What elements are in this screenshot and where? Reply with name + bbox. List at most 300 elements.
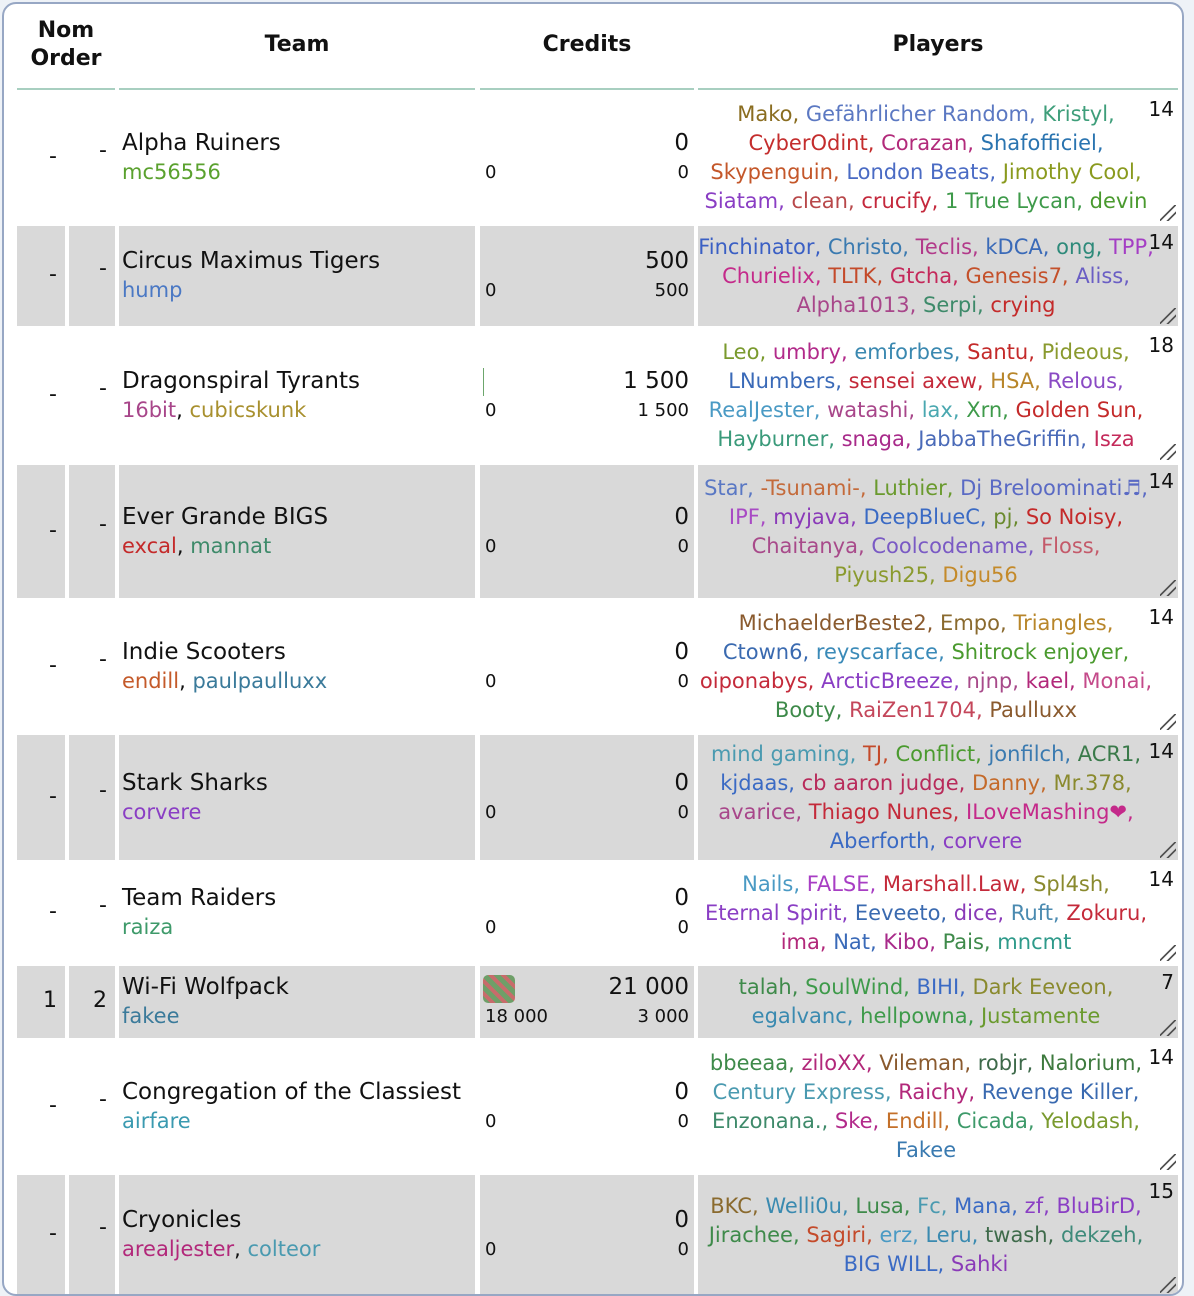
credits-total: 0 <box>674 1078 689 1105</box>
player-name[interactable]: watashi, <box>827 398 916 422</box>
resize-handle-icon[interactable] <box>1160 1277 1176 1293</box>
player-count: 14 <box>1148 469 1174 493</box>
player-name[interactable]: mind gaming, <box>710 742 857 766</box>
player-name[interactable]: reyscarface, <box>815 640 945 664</box>
cell-ord <box>69 601 115 732</box>
header-team-label: Team <box>264 32 330 57</box>
player-name[interactable]: BIG WILL, <box>843 1252 945 1276</box>
player-count: 14 <box>1148 739 1174 763</box>
resize-handle-icon[interactable] <box>1160 205 1176 221</box>
team-managers <box>122 278 182 302</box>
nom-value: - <box>49 262 57 287</box>
player-name[interactable]: robjr, <box>977 1051 1034 1075</box>
credits-budget: 0 <box>485 917 497 938</box>
player-name[interactable]: umbry, <box>772 340 848 364</box>
header-team[interactable] <box>119 4 475 90</box>
manager-name[interactable]: raiza <box>122 915 174 939</box>
cell-team <box>119 601 475 732</box>
player-name[interactable]: Leru, <box>925 1223 979 1247</box>
player-name[interactable]: Vileman, <box>879 1051 972 1075</box>
player-name[interactable]: njnp, <box>966 669 1019 693</box>
player-name[interactable]: Ske, <box>834 1109 880 1133</box>
player-name[interactable]: Aberforth, <box>829 829 937 853</box>
credits-cost: 0 <box>677 670 689 692</box>
player-name[interactable]: Yelodash, <box>1041 1109 1140 1133</box>
player-name[interactable]: TLTK, <box>828 264 884 288</box>
cell-cred <box>480 1041 694 1172</box>
team-name[interactable]: Circus Maximus Tigers <box>122 248 381 274</box>
player-name[interactable]: MichaelderBeste2, <box>738 611 934 635</box>
player-name[interactable]: bbeeaa, <box>709 1051 795 1075</box>
player-name[interactable]: TPP, <box>1108 235 1154 259</box>
cell-play <box>698 329 1178 462</box>
player-name[interactable]: Conflict, <box>895 742 982 766</box>
team-name[interactable]: Cryonicles <box>122 1207 242 1233</box>
player-name[interactable]: ziloXX, <box>801 1051 873 1075</box>
manager-name[interactable]: corvere <box>122 799 202 824</box>
cell-ord <box>69 966 115 1038</box>
player-name[interactable]: corvere <box>942 829 1023 853</box>
order-value: - <box>99 646 107 672</box>
team-managers <box>122 800 201 824</box>
player-name[interactable]: SoulWind, <box>805 975 910 999</box>
player-name[interactable]: erz, <box>879 1223 919 1247</box>
team-managers: endill, paulpaulluxx <box>122 668 328 693</box>
player-list <box>698 973 1154 1031</box>
player-name[interactable]: Coolcodename, <box>871 534 1035 558</box>
cell-nom <box>17 1041 65 1172</box>
player-name[interactable]: Dj Breloominati♬, <box>960 476 1148 500</box>
player-name[interactable]: Chaitanya, <box>751 534 865 558</box>
player-name[interactable]: Sagiri, <box>806 1223 873 1247</box>
team-name[interactable]: Congregation of the Classiest <box>122 1078 462 1105</box>
player-name[interactable]: emforbes, <box>854 340 961 364</box>
credits-budget: 0 <box>485 399 497 421</box>
cell-nom <box>17 601 65 732</box>
player-list <box>698 233 1154 320</box>
player-name[interactable]: crucify, <box>861 189 939 213</box>
player-name[interactable]: cb aaron judge, <box>801 771 966 795</box>
cell-nom <box>17 93 65 223</box>
player-name[interactable]: kDCA, <box>985 235 1050 259</box>
player-name[interactable]: Nat, <box>833 930 877 954</box>
table-row <box>4 329 1182 462</box>
nom-value: - <box>49 783 57 809</box>
team-managers <box>122 160 221 184</box>
player-name[interactable]: Mana, <box>954 1194 1018 1218</box>
player-name[interactable]: Churielix, <box>722 264 822 288</box>
player-name[interactable]: talah, <box>738 975 799 999</box>
player-name[interactable]: pj, <box>993 505 1020 529</box>
nom-value: - <box>49 144 57 169</box>
manager-name[interactable]: fakee <box>122 1004 180 1028</box>
player-name[interactable]: Finchinator, <box>698 235 822 259</box>
credits-budget: 0 <box>485 670 497 692</box>
cell-ord <box>69 93 115 223</box>
credits-budget: 0 <box>485 535 497 557</box>
resize-handle-icon[interactable] <box>1160 842 1176 858</box>
player-name[interactable]: Enzonana., <box>712 1109 829 1133</box>
player-name[interactable]: Jimothy Cool, <box>1002 160 1142 184</box>
player-name[interactable]: devin <box>1089 189 1148 213</box>
player-name[interactable]: Raichy, <box>898 1080 975 1104</box>
nom-value: - <box>49 1221 57 1246</box>
player-list <box>698 474 1154 590</box>
player-name[interactable]: -Tsunami-, <box>760 476 867 500</box>
credits-budget: 0 <box>485 162 497 183</box>
player-name[interactable]: kael, <box>1025 669 1076 693</box>
cell-ord <box>69 1175 115 1295</box>
cell-nom <box>17 465 65 598</box>
manager-name[interactable]: colteor <box>247 1237 321 1261</box>
player-name[interactable]: Monai, <box>1082 669 1153 693</box>
cell-nom <box>17 226 65 326</box>
player-name[interactable]: Pideous, <box>1041 340 1130 364</box>
player-name[interactable]: JabbaTheGriffin, <box>918 427 1087 451</box>
player-name[interactable]: Ruft, <box>1010 901 1060 925</box>
player-list <box>698 1049 1154 1165</box>
resize-handle-icon[interactable] <box>1160 308 1176 324</box>
manager-name[interactable]: airfare <box>122 1108 191 1133</box>
player-name[interactable]: sensei axew, <box>848 369 984 393</box>
player-name[interactable]: Hayburner, <box>717 427 835 451</box>
team-name[interactable]: Ever Grande BIGS <box>122 503 329 530</box>
cell-ord <box>69 329 115 462</box>
player-name[interactable]: Cicada, <box>956 1109 1035 1133</box>
player-name[interactable]: myjava, <box>773 505 857 529</box>
team-name[interactable]: Stark Sharks <box>122 769 268 796</box>
player-name[interactable]: BKC, <box>710 1194 759 1218</box>
nom-value: - <box>49 899 57 924</box>
player-name[interactable]: Lusa, <box>855 1194 911 1218</box>
manager-name[interactable]: excal <box>122 533 177 558</box>
credits-total: 0 <box>674 769 689 796</box>
cell-play <box>698 93 1178 223</box>
team-name[interactable]: Team Raiders <box>122 885 277 911</box>
cell-cred <box>480 735 694 860</box>
player-name[interactable]: jonfilch, <box>988 742 1072 766</box>
player-name[interactable]: Kristyl, <box>1042 102 1115 126</box>
player-name[interactable]: Justamente <box>980 1004 1101 1028</box>
player-list <box>698 338 1154 454</box>
credits-cost: 0 <box>677 535 689 557</box>
player-name[interactable]: IPF, <box>728 505 767 529</box>
player-name[interactable]: Christo, <box>827 235 909 259</box>
player-name[interactable]: Fc, <box>917 1194 948 1218</box>
player-name[interactable]: Alpha1013, <box>796 293 917 317</box>
player-name[interactable]: Jirachee, <box>708 1223 800 1247</box>
header-nom-order[interactable] <box>17 4 115 90</box>
player-name[interactable]: hellpowna, <box>860 1004 975 1028</box>
player-name[interactable]: Mako, <box>737 102 800 126</box>
resize-handle-icon[interactable] <box>1160 580 1176 596</box>
credit-bar <box>483 368 484 396</box>
player-name[interactable]: Revenge Killer, <box>981 1080 1140 1104</box>
player-name[interactable]: Gefährlicher Random, <box>805 102 1036 126</box>
player-name[interactable]: CyberOdint, <box>748 131 875 155</box>
cell-team <box>119 966 475 1038</box>
player-name[interactable]: Floss, <box>1041 534 1101 558</box>
cell-ord <box>69 465 115 598</box>
team-name[interactable]: Alpha Ruiners <box>122 130 281 156</box>
manager-name[interactable]: 16bit <box>122 397 177 422</box>
player-count: 7 <box>1161 970 1174 994</box>
team-managers: 16bit, cubicskunk <box>122 397 307 422</box>
player-name[interactable]: Zokuru, <box>1066 901 1148 925</box>
player-name[interactable]: ACR1, <box>1077 742 1142 766</box>
player-count: 15 <box>1148 1179 1174 1203</box>
player-name[interactable]: Pais, <box>942 930 991 954</box>
cell-play <box>698 465 1178 598</box>
nom-value: - <box>49 517 57 543</box>
cell-nom <box>17 863 65 963</box>
cell-nom <box>17 966 65 1038</box>
player-name[interactable]: Shafofficiel, <box>980 131 1104 155</box>
player-name[interactable]: Digu56 <box>942 563 1018 587</box>
player-name[interactable]: ArcticBreeze, <box>821 669 960 693</box>
player-name[interactable]: Thiago Nunes, <box>808 800 960 824</box>
cell-cred <box>480 465 694 598</box>
cell-nom <box>17 735 65 860</box>
player-name[interactable]: crying <box>990 293 1056 317</box>
manager-name[interactable]: mc56556 <box>122 160 221 184</box>
order-value: - <box>99 138 107 163</box>
table-row <box>4 966 1182 1038</box>
resize-handle-icon[interactable] <box>1160 945 1176 961</box>
player-name[interactable]: Siatam, <box>704 189 785 213</box>
player-name[interactable]: dice, <box>953 901 1005 925</box>
cell-cred <box>480 93 694 223</box>
resize-handle-icon[interactable] <box>1160 444 1176 460</box>
player-name[interactable]: FALSE, <box>806 872 877 896</box>
player-name[interactable]: Shitrock enjoyer, <box>951 640 1130 664</box>
table-row <box>4 1041 1182 1172</box>
player-name[interactable]: Fakee <box>895 1138 957 1162</box>
cell-cred <box>480 601 694 732</box>
resize-handle-icon[interactable] <box>1160 1020 1176 1036</box>
cell-cred <box>480 863 694 963</box>
player-name[interactable]: RaiZen1704, <box>849 698 983 722</box>
player-name[interactable]: BluBirD, <box>1056 1194 1142 1218</box>
cell-cred <box>480 966 694 1038</box>
player-name[interactable]: ong, <box>1056 235 1103 259</box>
player-name[interactable]: Aliss, <box>1075 264 1130 288</box>
player-name[interactable]: Relous, <box>1047 369 1124 393</box>
cell-ord <box>69 863 115 963</box>
player-name[interactable]: Eeveeto, <box>854 901 948 925</box>
player-name[interactable]: Welli0u, <box>765 1194 849 1218</box>
player-name[interactable]: Century Express, <box>712 1080 892 1104</box>
player-name[interactable]: Eternal Spirit, <box>704 901 849 925</box>
player-name[interactable]: Endill, <box>885 1109 951 1133</box>
resize-handle-icon[interactable] <box>1160 1154 1176 1170</box>
player-name[interactable]: dekzeh, <box>1060 1223 1144 1247</box>
player-name[interactable]: TJ, <box>863 742 889 766</box>
team-managers <box>122 915 173 939</box>
credits-total: 0 <box>674 1207 689 1233</box>
player-name[interactable]: So Noisy, <box>1025 505 1124 529</box>
team-name[interactable]: Wi-Fi Wolfpack <box>122 974 289 1000</box>
player-list <box>698 870 1154 957</box>
player-list <box>698 609 1154 725</box>
cell-play <box>698 966 1178 1038</box>
order-value: - <box>99 256 107 281</box>
header-players[interactable] <box>698 4 1178 90</box>
cell-play <box>698 226 1178 326</box>
credits-cost: 3 000 <box>637 1006 689 1027</box>
player-name[interactable]: Triangles, <box>1013 611 1114 635</box>
player-name[interactable]: Nalorium, <box>1039 1051 1143 1075</box>
cell-play <box>698 601 1178 732</box>
manager-name[interactable]: cubicskunk <box>189 397 307 422</box>
player-name[interactable]: Skypenguin, <box>710 160 840 184</box>
table-row <box>4 226 1182 326</box>
player-count: 14 <box>1148 605 1174 629</box>
player-name[interactable]: Marshall.Law, <box>882 872 1027 896</box>
player-name[interactable]: HSA, <box>990 369 1041 393</box>
cell-team <box>119 863 475 963</box>
player-name[interactable]: mncmt <box>997 930 1072 954</box>
manager-name[interactable]: arealjester <box>122 1237 235 1261</box>
player-name[interactable]: Gtcha, <box>889 264 959 288</box>
order-value: - <box>99 1086 107 1112</box>
cell-play <box>698 735 1178 860</box>
player-name[interactable]: LNumbers, <box>728 369 842 393</box>
player-name[interactable]: Teclis, <box>915 235 979 259</box>
credits-total: 21 000 <box>608 974 689 1000</box>
player-name[interactable]: 1 True Lycan, <box>945 189 1083 213</box>
player-name[interactable]: BIHI, <box>916 975 966 999</box>
credits-cost: 1 500 <box>637 399 689 421</box>
header-credits[interactable] <box>480 4 694 90</box>
player-name[interactable]: Star, <box>704 476 754 500</box>
cell-nom <box>17 1175 65 1295</box>
player-name[interactable]: Serpi, <box>923 293 984 317</box>
player-name[interactable]: kjdaas, <box>720 771 795 795</box>
player-name[interactable]: Danny, <box>972 771 1047 795</box>
manager-name[interactable]: paulpaulluxx <box>192 668 328 693</box>
player-name[interactable]: zf, <box>1024 1194 1050 1218</box>
player-name[interactable]: Piyush25, <box>834 563 936 587</box>
manager-name[interactable]: hump <box>122 278 183 302</box>
player-name[interactable]: DeepBlueC, <box>863 505 987 529</box>
player-name[interactable]: Xrn, <box>966 398 1009 422</box>
player-name[interactable]: London Beats, <box>846 160 997 184</box>
player-name[interactable]: Spl4sh, <box>1033 872 1110 896</box>
cell-ord <box>69 735 115 860</box>
nom-value: - <box>49 1092 57 1118</box>
credits-cost: 500 <box>654 280 689 301</box>
player-name[interactable]: Genesis7, <box>965 264 1069 288</box>
cell-ord <box>69 1041 115 1172</box>
cell-team <box>119 329 475 462</box>
order-value: 2 <box>93 988 107 1013</box>
player-count: 18 <box>1148 333 1174 357</box>
player-name[interactable]: lax, <box>921 398 960 422</box>
team-name[interactable]: Indie Scooters <box>122 638 286 665</box>
team-managers: arealjester, colteor <box>122 1237 321 1261</box>
player-name[interactable]: clean, <box>791 189 855 213</box>
credits-budget: 0 <box>485 280 497 301</box>
player-name[interactable]: Nails, <box>742 872 800 896</box>
cell-play <box>698 1041 1178 1172</box>
player-name[interactable]: Isza <box>1093 427 1135 451</box>
credits-budget: 18 000 <box>485 1006 548 1027</box>
player-name[interactable]: Empo, <box>940 611 1007 635</box>
player-count: 14 <box>1148 1045 1174 1069</box>
cell-team <box>119 1175 475 1295</box>
cell-team <box>119 1041 475 1172</box>
cell-team <box>119 226 475 326</box>
player-name[interactable]: Corazan, <box>881 131 974 155</box>
order-value: - <box>99 375 107 401</box>
player-name[interactable]: Golden Sun, <box>1015 398 1144 422</box>
team-name[interactable]: Dragonspiral Tyrants <box>122 367 360 394</box>
table-row <box>4 735 1182 860</box>
cell-play <box>698 863 1178 963</box>
credits-total: 0 <box>674 885 689 911</box>
player-name[interactable]: snaga, <box>841 427 912 451</box>
player-name[interactable]: Booty, <box>774 698 843 722</box>
player-count: 14 <box>1148 230 1174 254</box>
cell-team <box>119 465 475 598</box>
player-name[interactable]: Mr.378, <box>1053 771 1132 795</box>
credits-cost: 0 <box>677 1110 689 1132</box>
player-name[interactable]: RealJester, <box>708 398 821 422</box>
nom-value: - <box>49 381 57 407</box>
order-value: - <box>99 893 107 918</box>
player-name[interactable]: avarice, <box>718 800 803 824</box>
credits-cost: 0 <box>677 801 689 823</box>
player-name[interactable]: Kibo, <box>883 930 936 954</box>
header-nom: Nom <box>37 18 95 43</box>
header-players-label: Players <box>892 32 984 57</box>
credits-cost: 0 <box>677 917 689 938</box>
player-name[interactable]: Leo, <box>722 340 767 364</box>
player-name[interactable]: ima, <box>780 930 827 954</box>
table-row <box>4 601 1182 732</box>
player-name[interactable]: Ctown6, <box>722 640 810 664</box>
manager-name[interactable]: mannat <box>190 533 272 558</box>
credits-total: 0 <box>674 130 689 156</box>
player-name[interactable]: Sahki <box>950 1252 1009 1276</box>
player-count: 14 <box>1148 867 1174 891</box>
cell-cred <box>480 1175 694 1295</box>
credit-bar <box>483 975 515 1003</box>
cell-cred <box>480 329 694 462</box>
credits-total: 0 <box>674 503 689 530</box>
credits-budget: 0 <box>485 801 497 823</box>
player-name[interactable]: Luthier, <box>873 476 954 500</box>
header-credits-label: Credits <box>542 32 632 57</box>
player-name[interactable]: Santu, <box>967 340 1035 364</box>
player-name[interactable]: egalvanc, <box>751 1004 854 1028</box>
credits-total: 500 <box>645 248 689 274</box>
resize-handle-icon[interactable] <box>1160 714 1176 730</box>
player-name[interactable]: ILoveMashing❤, <box>966 800 1134 824</box>
player-name[interactable]: Paulluxx <box>989 698 1078 722</box>
player-name[interactable]: oiponabys, <box>699 669 815 693</box>
manager-name[interactable]: endill <box>122 668 180 693</box>
order-value: - <box>99 511 107 537</box>
player-name[interactable]: Dark Eeveon, <box>972 975 1114 999</box>
table-row <box>4 93 1182 223</box>
order-value: - <box>99 1215 107 1240</box>
cell-ord <box>69 226 115 326</box>
player-name[interactable]: twash, <box>985 1223 1055 1247</box>
credits-budget: 0 <box>485 1239 497 1260</box>
player-count: 14 <box>1148 97 1174 121</box>
